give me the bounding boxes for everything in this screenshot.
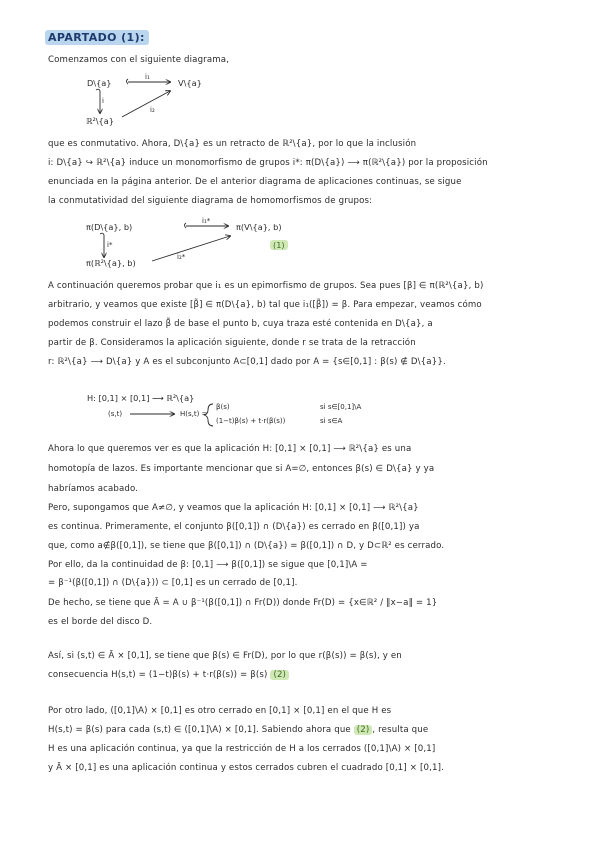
para1-line-3: enunciada en la página anterior. De el anterior diagrama de aplicaciones continuas, se sigue (48, 177, 462, 187)
para1-line-2: i: D\{a} ↪ ℝ²\{a} induce un monomorfismo de grupos i*: π(D\{a}) ⟶ π(ℝ²\{a}) por la proposición (48, 158, 488, 168)
para3-line-5: es continua. Primeramente, el conjunto β([0,1]) ∩ (D\{a}) es cerrado en β([0,1]) ya (48, 522, 420, 532)
diagram-1-source: D\{a} (87, 78, 112, 88)
h-def-case-2: (1−t)β(s) + t·r(β(s)) (216, 417, 286, 425)
diagram-1-left-map: i (102, 97, 104, 105)
para5-line-3: H es una aplicación continua, ya que la restricción de H a los cerrados ([0,1]\A) × [0,1] (48, 744, 436, 754)
para4-line-2 (48, 670, 289, 680)
h-def-arg: (s,t) (108, 410, 123, 418)
diagram-1-target: V\{a} (178, 78, 202, 88)
diagram-1-top-map: i₁ (145, 73, 150, 81)
diagram-1-diag-map: i₂ (150, 106, 155, 114)
para5-line-2-tail: , resulta que (372, 725, 429, 735)
para2-line-5: r: ℝ²\{a} ⟶ D\{a} y A es el subconjunto A⊂[0,1] dado por A = {s∈[0,1] : β(s) ∉ D\{a}}. (48, 357, 446, 367)
para2-line-2: arbitrario, y veamos que existe [β̃] ∈ π(D\{a}, b) tal que i₁([β̃]) = β. Para empezar, veamos cómo (48, 300, 482, 310)
tag-1: (1) (270, 240, 288, 250)
para2-line-3: podemos construir el lazo β̃ de base el punto b, cuya traza esté contenida en D\{a}, a (48, 319, 433, 329)
para4-line-2-text: consecuencia H(s,t) = (1−t)β(s) + t·r(β(s)) = β(s) (48, 670, 268, 680)
para1-line-4: la conmutatividad del siguiente diagrama de homomorfismos de grupos: (48, 196, 373, 206)
para1-line-1: que es conmutativo. Ahora, D\{a} es un retracto de ℝ²\{a}, por lo que la inclusión (48, 139, 417, 149)
para5-line-2-text: H(s,t) = β(s) para cada (s,t) ∈ ([0,1]\A) × [0,1]. Sabiendo ahora que (48, 725, 351, 735)
para3-line-9: De hecho, se tiene que Ā = A ∪ β⁻¹(β([0,1]) ∩ Fr(D)) donde Fr(D) = {x∈ℝ² / ‖x−a‖ = 1} (48, 598, 438, 608)
para2-line-1: A continuación queremos probar que i₁ es un epimorfismo de grupos. Sea pues [β] ∈ π(ℝ²\{a}, b) (48, 281, 484, 291)
para3-line-1: Ahora lo que queremos ver es que la aplicación H: [0,1] × [0,1] ⟶ ℝ²\{a} es una (48, 444, 412, 454)
diagram-2-top-map: i₁* (202, 217, 211, 225)
para3-line-8: = β⁻¹(β([0,1]) ∩ (D\{a})) ⊂ [0,1] es un cerrado de [0,1]. (48, 578, 298, 588)
h-def-head: H: [0,1] × [0,1] ⟶ ℝ²\{a} (87, 393, 195, 403)
para2-line-4: partir de β. Consideramos la aplicación siguiente, donde r se trata de la retracción (48, 338, 416, 348)
diagram-2-target: π(V\{a}, b) (236, 222, 282, 232)
tag-2: (2) (270, 670, 289, 680)
para4-line-1: Así, si (s,t) ∈ Ā × [0,1], se tiene que β(s) ∈ Fr(D), por lo que r(β(s)) = β(s), y en (48, 651, 402, 661)
diagram-1-bottom: ℝ²\{a} (86, 116, 114, 126)
para3-line-2: homotopía de lazos. Es importante mencionar que si A=∅, entonces β(s) ∈ D\{a} y ya (48, 464, 435, 474)
diagram-2-diag-map: i₂* (177, 253, 186, 261)
h-def-case-1-cond: si s∈[0,1]\A (320, 403, 362, 411)
para5-line-2 (48, 725, 428, 735)
section-title: APARTADO (1): (45, 30, 149, 45)
para3-line-3: habríamos acabado. (48, 484, 139, 494)
diagram-2-bottom: π(ℝ²\{a}, b) (86, 258, 136, 268)
h-def-value: H(s,t) = (180, 410, 208, 418)
diagram-2-left-map: i* (107, 241, 113, 249)
para3-line-10: es el borde del disco D. (48, 617, 153, 627)
para5-line-1: Por otro lado, ([0,1]\A) × [0,1] es otro cerrado en [0,1] × [0,1] en el que H es (48, 706, 392, 716)
para3-line-4: Pero, supongamos que A≠∅, y veamos que la aplicación H: [0,1] × [0,1] ⟶ ℝ²\{a} (48, 503, 419, 513)
para5-line-4: y Ā × [0,1] es una aplicación continua y estos cerrados cubren el cuadrado [0,1] × [0,1]. (48, 763, 444, 773)
intro-text: Comenzamos con el siguiente diagrama, (48, 55, 230, 65)
para3-line-6: que, como a∉β([0,1]), se tiene que β([0,1]) ∩ (D\{a}) = β([0,1]) ∩ D, y D⊂ℝ² es cerrado. (48, 541, 445, 551)
para3-line-7: Por ello, da la continuidad de β: [0,1] ⟶ β([0,1]) se sigue que [0,1]\A = (48, 560, 368, 570)
h-def-case-1: β(s) (216, 403, 230, 411)
h-def-case-2-cond: si s∈A (320, 417, 343, 425)
diagram-2-source: π(D\{a}, b) (86, 222, 133, 232)
tag-ref-2: (2) (354, 725, 373, 735)
